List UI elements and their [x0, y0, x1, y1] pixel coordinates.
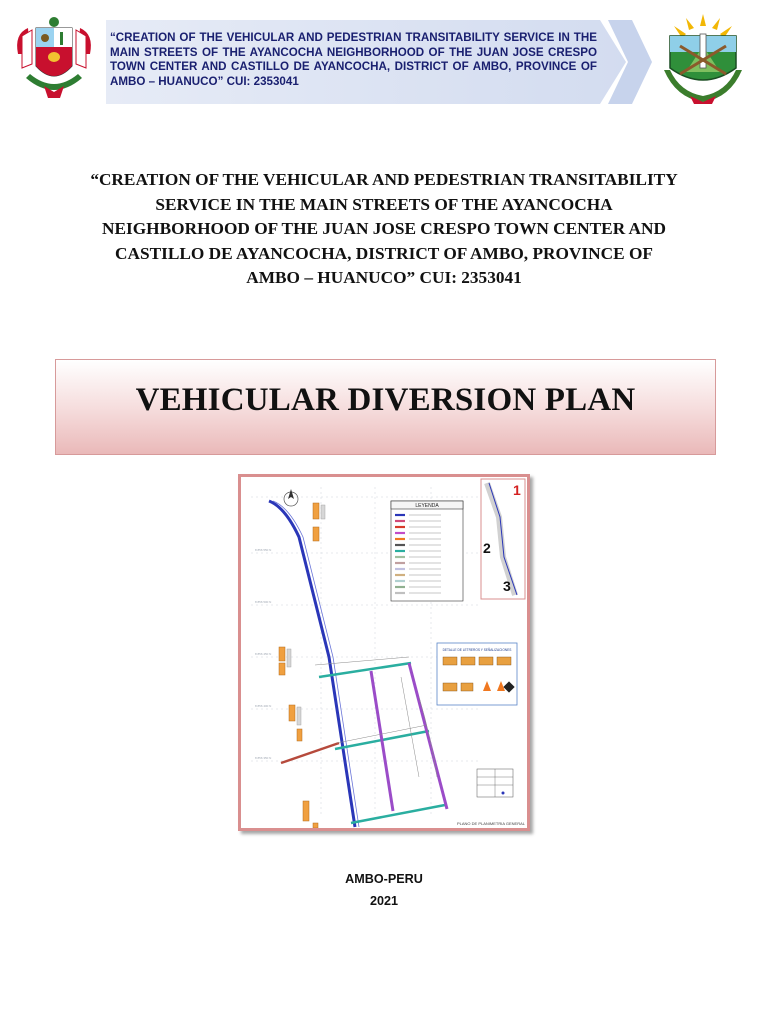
diversion-plan-map	[238, 474, 530, 831]
svg-text:8 856 450 N: 8 856 450 N	[255, 652, 272, 656]
plan-title: VEHICULAR DIVERSION PLAN	[135, 381, 636, 418]
svg-text:8 856 350 N: 8 856 350 N	[255, 756, 272, 760]
key-label-1: 1	[513, 482, 521, 498]
signage-detail-panel	[437, 643, 517, 705]
plan-title-box	[55, 359, 716, 455]
footer-year: 2021	[369, 894, 399, 908]
key-label-3: 3	[503, 578, 511, 594]
peru-coat-of-arms-icon	[8, 14, 100, 106]
sheet-title: PLANO DE PLANIMETRIA GENERAL	[456, 821, 526, 826]
svg-text:8 856 550 N: 8 856 550 N	[255, 548, 272, 552]
key-label-2: 2	[483, 540, 491, 556]
key-map	[481, 479, 525, 599]
municipal-shield-emblem-icon	[656, 12, 750, 106]
signage-detail-title: DETALLE DE LETREROS Y SEÑALIZACIONES	[442, 648, 512, 652]
footer-place: AMBO-PERU	[345, 872, 423, 886]
main-project-title: “CREATION OF THE VEHICULAR AND PEDESTRIAN TRANSITABILITY SERVICE IN THE MAIN STREETS OF THE AYANCOCHA NEIGHBORHOOD OF THE JUAN JOSE CRESPO TOWN CENTER AND CASTILLO DE AYANCOCHA, DISTRICT OF AMBO, PROVINCE OF AMBO – HUANUCO” CUI: 2353041	[90, 170, 678, 288]
map-drawing	[241, 477, 527, 828]
svg-text:8 856 400 N: 8 856 400 N	[255, 704, 272, 708]
map-legend-title: LEYENDA	[415, 503, 439, 509]
road-section-table	[477, 769, 513, 797]
header-banner	[0, 0, 768, 118]
header-project-text: “CREATION OF THE VEHICULAR AND PEDESTRIAN TRANSITABILITY SERVICE IN THE MAIN STREETS OF THE AYANCOCHA NEIGHBORHOOD OF THE JUAN JOSE CRESPO TOWN CENTER AND CASTILLO DE AYANCOCHA, DISTRICT OF AMBO, PROVINCE OF AMBO – HUANUCO” CUI: 2353041	[110, 31, 597, 88]
svg-text:8 856 500 N: 8 856 500 N	[255, 600, 272, 604]
map-legend	[391, 501, 463, 601]
